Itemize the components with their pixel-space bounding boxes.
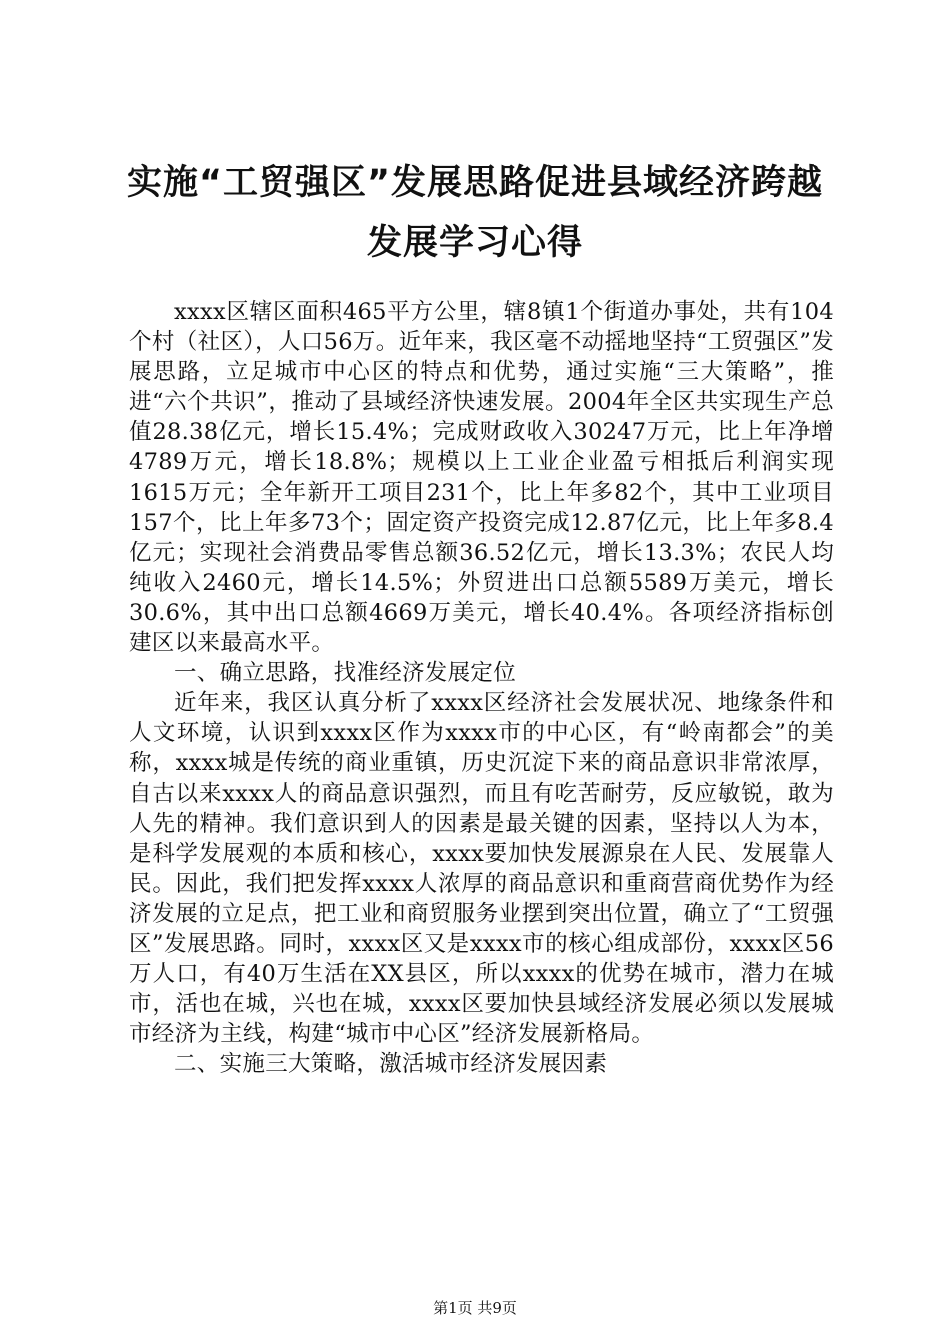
section-heading-2: 二、实施三大策略，激活城市经济发展因素 [174,1051,608,1078]
paragraph-overview: xxxx区辖区面积465平方公里，辖8镇1个街道办事处，共有104个村（社区），人口56万。近年来，我区毫不动摇地坚持“工贸强区”发展思路，立足城市中心区的特点和优势，通过实施“三大策略”，推进“六个共识”，推动了县域经济快速发展。2004年全区共实现生产总值28.38亿元，增长15.4%；完成财政收入30247万元，比上年净增4789万元，增长18.8%；规模以上工业企业盈亏相抵后利润实现1615万元；全年新开工项目231个，比上年多82个，其中工业项目157个，比上年多73个；固定资产投资完成12.87亿元，比上年多8.4亿元；实现社会消费品零售总额36.52亿元，增长13.3%；农民人均纯收入2460元，增长14.5%；外贸进出口总额5589万美元，增长30.6%，其中出口总额4669万美元，增长40.4%。各项经济指标创建区以来最高水平。 [129,299,834,657]
page-footer: 第1页 共9页 [433,1299,517,1317]
document-body [129,297,834,1079]
document-title-line-1: 实施“工贸强区”发展思路促进县域经济跨越 [126,163,823,203]
document-title-line-2: 发展学习心得 [366,223,583,263]
section-heading-1: 一、确立思路，找准经济发展定位 [174,660,517,687]
paragraph-section-1: 近年来，我区认真分析了xxxx区经济社会发展状况、地缘条件和人文环境，认识到xxxx区作为xxxx市的中心区，有“岭南都会”的美称，xxxx城是传统的商业重镇，历史沉淀下来的商品意识非常浓厚，自古以来xxxx人的商品意识强烈，而且有吃苦耐劳，反应敏锐，敢为人先的精神。我们意识到人的因素是最关键的因素，坚持以人为本，是科学发展观的本质和核心，xxxx要加快发展源泉在人民、发展靠人民。因此，我们把发挥xxxx人浓厚的商品意识和重商营商优势作为经济发展的立足点，把工业和商贸服务业摆到突出位置，确立了“工贸强区”发展思路。同时，xxxx区又是xxxx市的核心组成部份，xxxx区56万人口，有40万生活在XX县区，所以xxxx的优势在城市，潜力在城市，活也在城，兴也在城，xxxx区要加快县域经济发展必须以发展城市经济为主线，构建“城市中心区”经济发展新格局。 [129,690,834,1048]
